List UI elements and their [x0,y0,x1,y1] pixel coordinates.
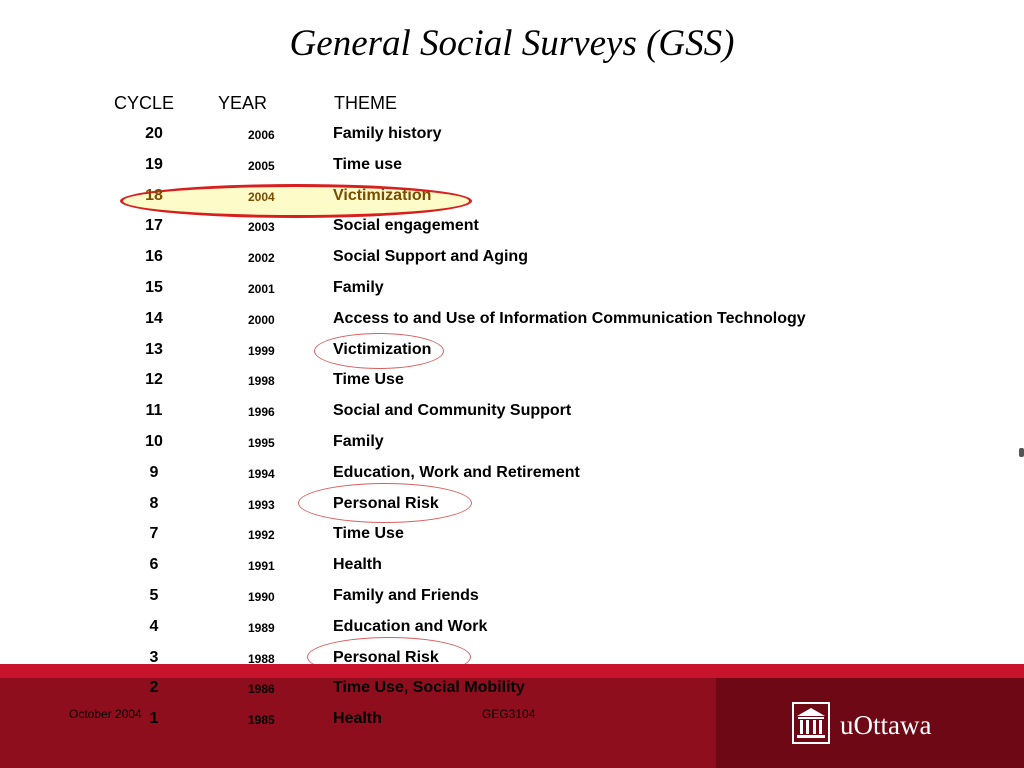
footer-course-code: GEG3104 [482,707,536,721]
theme-cell: Family history [333,125,442,142]
cycle-cell: 17 [145,217,163,235]
table-row [0,279,1024,310]
university-building-icon [792,702,830,744]
table-row [0,310,1024,341]
cycle-cell: 3 [149,648,159,666]
year-cell: 1994 [248,466,275,481]
year-cell: 1989 [248,620,275,635]
theme-cell: Victimization [333,340,432,358]
cycle-cell: 8 [149,494,159,512]
footer-date: October 2004 [69,707,142,721]
table-row [0,556,1024,587]
year-cell: 1991 [248,559,275,574]
theme-cell: Health [333,710,382,728]
cycle-cell: 20 [145,125,163,142]
theme-cell: Family [333,279,384,296]
cycle-cell: 10 [145,433,163,450]
table-row [0,156,1024,187]
cycle-cell: 7 [149,525,159,543]
table-row [0,248,1024,279]
table-row [0,341,1024,372]
theme-cell: Social engagement [333,217,479,235]
year-cell: 2004 [248,189,275,204]
cycle-cell: 4 [149,617,159,635]
year-cell: 1995 [248,436,275,450]
cycle-cell: 5 [149,587,159,604]
table-row [0,125,1024,156]
edge-mark [1019,448,1024,457]
table-row [0,402,1024,433]
year-cell: 1996 [248,405,275,420]
table-row [0,525,1024,556]
cycle-cell: 18 [145,186,163,204]
cycle-cell: 1 [149,710,159,728]
theme-cell: Time Use [333,525,404,543]
theme-cell: Victimization [333,186,432,204]
theme-cell: Access to and Use of Information Communication Technology [333,309,806,327]
column-header-year: YEAR [218,93,268,113]
cycle-cell: 2 [149,679,159,697]
cycle-cell: 16 [145,248,163,266]
theme-cell: Personal Risk [333,494,439,512]
table-row [0,464,1024,495]
table-row [0,495,1024,526]
year-cell: 2005 [248,158,275,173]
year-cell: 2001 [248,282,275,296]
column-header-theme: THEME [334,93,397,113]
table-row [0,587,1024,618]
table-row [0,433,1024,464]
theme-cell: Time Use [333,371,404,389]
year-cell: 1988 [248,651,275,666]
cycle-cell: 19 [145,155,163,173]
theme-cell: Personal Risk [333,648,439,666]
cycle-cell: 12 [145,371,163,389]
year-cell: 2002 [248,251,275,266]
theme-cell: Time use [333,155,403,173]
theme-cell: Social Support and Aging [333,248,528,266]
theme-cell: Family [333,433,384,450]
table-row [0,371,1024,402]
year-cell: 1990 [248,590,275,604]
theme-cell: Education, Work and Retirement [333,463,580,481]
theme-cell: Education and Work [333,617,488,635]
year-cell: 1985 [248,713,275,728]
cycle-cell: 14 [145,309,163,327]
year-cell: 1986 [248,682,275,697]
cycle-cell: 6 [149,556,159,574]
year-cell: 1998 [248,374,275,389]
year-cell: 2006 [248,128,275,142]
theme-cell: Social and Community Support [333,402,572,420]
cycle-cell: 11 [145,402,163,420]
uottawa-wordmark: uOttawa [840,710,932,740]
year-cell: 2003 [248,220,275,235]
year-cell: 1992 [248,528,275,543]
cycle-cell: 15 [145,279,163,296]
theme-cell: Time Use, Social Mobility [333,679,525,697]
slide-title: General Social Surveys (GSS) [289,23,735,64]
table-row [0,679,1024,710]
theme-cell: Family and Friends [333,587,479,604]
cycle-cell: 13 [145,340,163,358]
theme-cell: Health [333,556,382,574]
table-row [0,618,1024,649]
table-row [0,649,1024,680]
cycle-cell: 9 [149,463,159,481]
year-cell: 1993 [248,497,275,512]
column-header-cycle: CYCLE [114,93,175,113]
table-row [0,217,1024,248]
year-cell: 1999 [248,343,275,358]
year-cell: 2000 [248,312,275,327]
table-row [0,187,1024,218]
